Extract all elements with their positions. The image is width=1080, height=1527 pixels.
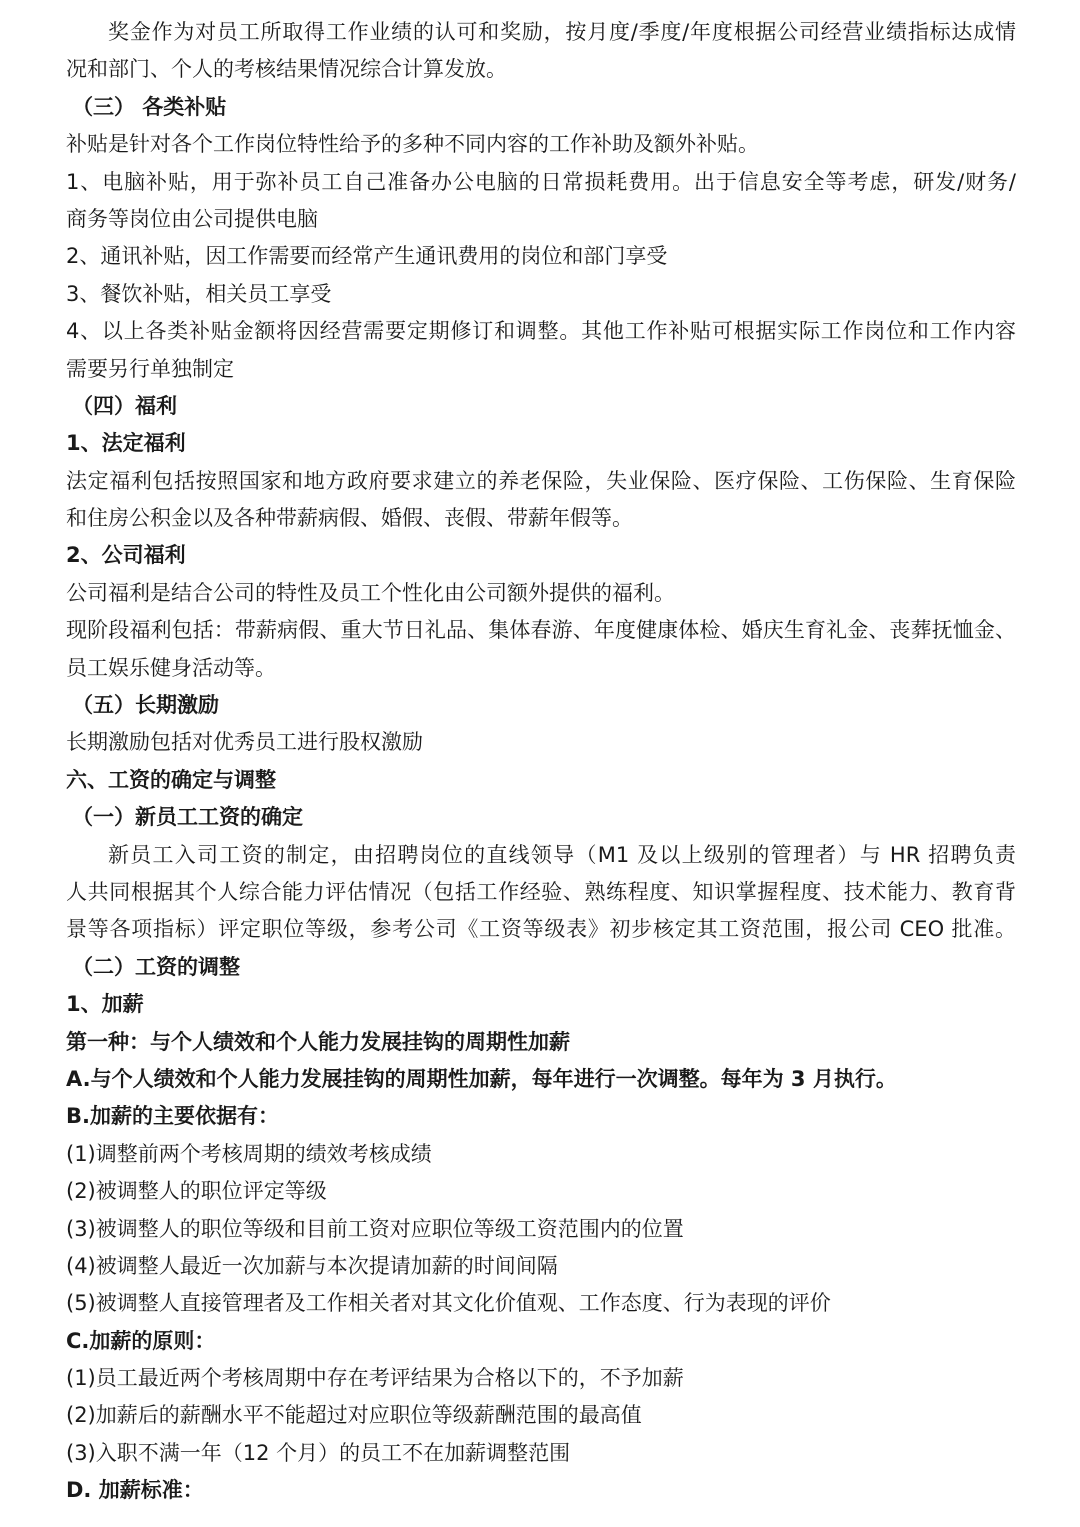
list-item-computer-allowance-line-2: 商务等岗位由公司提供电脑 bbox=[66, 206, 318, 231]
paragraph-raise-a: A.与个人绩效和个人能力发展挂钩的周期性加薪，每年进行一次调整。每年为 3 月执行。 bbox=[66, 1066, 897, 1091]
paragraph-statutory-welfare-line-2: 和住房公积金以及各种带薪病假、婚假、丧假、带薪年假等。 bbox=[66, 506, 633, 531]
heading-raise-standard: D. 加薪标准： bbox=[66, 1478, 204, 1503]
list-item-computer-allowance-line-1: 1、电脑补贴，用于弥补员工自己准备办公电脑的日常损耗费用。出于信息安全等考虑，研发/财务/ bbox=[66, 169, 1016, 194]
list-item-principle-2: (2)加薪后的薪酬水平不能超过对应职位等级薪酬范围的最高值 bbox=[66, 1403, 642, 1428]
paragraph-current-welfare-line-2: 员工娱乐健身活动等。 bbox=[66, 655, 276, 680]
heading-salary-adjustment: （二）工资的调整 bbox=[72, 954, 240, 979]
paragraph-new-employee-salary-line-1: 新员工入司工资的制定，由招聘岗位的直线领导（M1 及以上级别的管理者）与 HR 招聘负责 bbox=[108, 842, 1016, 867]
list-item-communication-allowance: 2、通讯补贴，因工作需要而经常产生通讯费用的岗位和部门享受 bbox=[66, 244, 668, 269]
list-item-basis-5: (5)被调整人直接管理者及工作相关者对其文化价值观、工作态度、行为表现的评价 bbox=[66, 1291, 831, 1316]
paragraph-new-employee-salary-line-3: 景等各项指标）评定职位等级，参考公司《工资等级表》初步核定其工资范围，报公司 CEO 批准。 bbox=[66, 917, 1016, 942]
heading-raise: 1、加薪 bbox=[66, 992, 144, 1017]
list-item-principle-3: (3)入职不满一年（12 个月）的员工不在加薪调整范围 bbox=[66, 1440, 571, 1465]
list-item-basis-4: (4)被调整人最近一次加薪与本次提请加薪的时间间隔 bbox=[66, 1253, 558, 1278]
paragraph-current-welfare-line-1: 现阶段福利包括：带薪病假、重大节日礼品、集体春游、年度健康体检、婚庆生育礼金、丧葬抚恤金、 bbox=[66, 618, 1016, 643]
paragraph-bonus-line-2: 况和部门、个人的考核结果情况综合计算发放。 bbox=[66, 57, 507, 82]
paragraph-long-term-incentive: 长期激励包括对优秀员工进行股权激励 bbox=[66, 730, 423, 755]
paragraph-statutory-welfare-line-1: 法定福利包括按照国家和地方政府要求建立的养老保险，失业保险、医疗保险、工伤保险、生育保险 bbox=[66, 468, 1016, 493]
list-item-allowance-adjustment-line-2: 需要另行单独制定 bbox=[66, 356, 234, 381]
heading-raise-basis: B.加薪的主要依据有： bbox=[66, 1104, 279, 1129]
paragraph-new-employee-salary-line-2: 人共同根据其个人综合能力评估情况（包括工作经验、熟练程度、知识掌握程度、技术能力、教育背 bbox=[66, 879, 1016, 904]
heading-company-welfare: 2、公司福利 bbox=[66, 543, 186, 568]
list-item-meal-allowance: 3、餐饮补贴，相关员工享受 bbox=[66, 281, 332, 306]
list-item-basis-2: (2)被调整人的职位评定等级 bbox=[66, 1179, 327, 1204]
heading-salary-determination: 六、工资的确定与调整 bbox=[66, 767, 276, 792]
paragraph-allowances-intro: 补贴是针对各个工作岗位特性给予的多种不同内容的工作补助及额外补贴。 bbox=[66, 132, 759, 157]
paragraph-bonus-line-1: 奖金作为对员工所取得工作业绩的认可和奖励，按月度/季度/年度根据公司经营业绩指标达成情 bbox=[108, 20, 1016, 44]
list-item-basis-3: (3)被调整人的职位等级和目前工资对应职位等级工资范围内的位置 bbox=[66, 1216, 684, 1241]
heading-periodic-raise: 第一种：与个人绩效和个人能力发展挂钩的周期性加薪 bbox=[66, 1029, 570, 1054]
heading-raise-principles: C.加薪的原则： bbox=[66, 1328, 216, 1353]
paragraph-company-welfare: 公司福利是结合公司的特性及员工个性化由公司额外提供的福利。 bbox=[66, 580, 675, 605]
heading-long-term-incentive: （五）长期激励 bbox=[72, 693, 219, 718]
heading-welfare: （四）福利 bbox=[72, 393, 177, 418]
document-page bbox=[66, 14, 1016, 1510]
list-item-allowance-adjustment-line-1: 4、以上各类补贴金额将因经营需要定期修订和调整。其他工作补贴可根据实际工作岗位和工作内容 bbox=[66, 319, 1016, 344]
heading-allowances: （三） 各类补贴 bbox=[72, 94, 227, 119]
list-item-basis-1: (1)调整前两个考核周期的绩效考核成绩 bbox=[66, 1141, 432, 1166]
heading-statutory-welfare: 1、法定福利 bbox=[66, 431, 186, 456]
heading-new-employee-salary: （一）新员工工资的确定 bbox=[72, 805, 303, 830]
list-item-principle-1: (1)员工最近两个考核周期中存在考评结果为合格以下的，不予加薪 bbox=[66, 1366, 684, 1391]
